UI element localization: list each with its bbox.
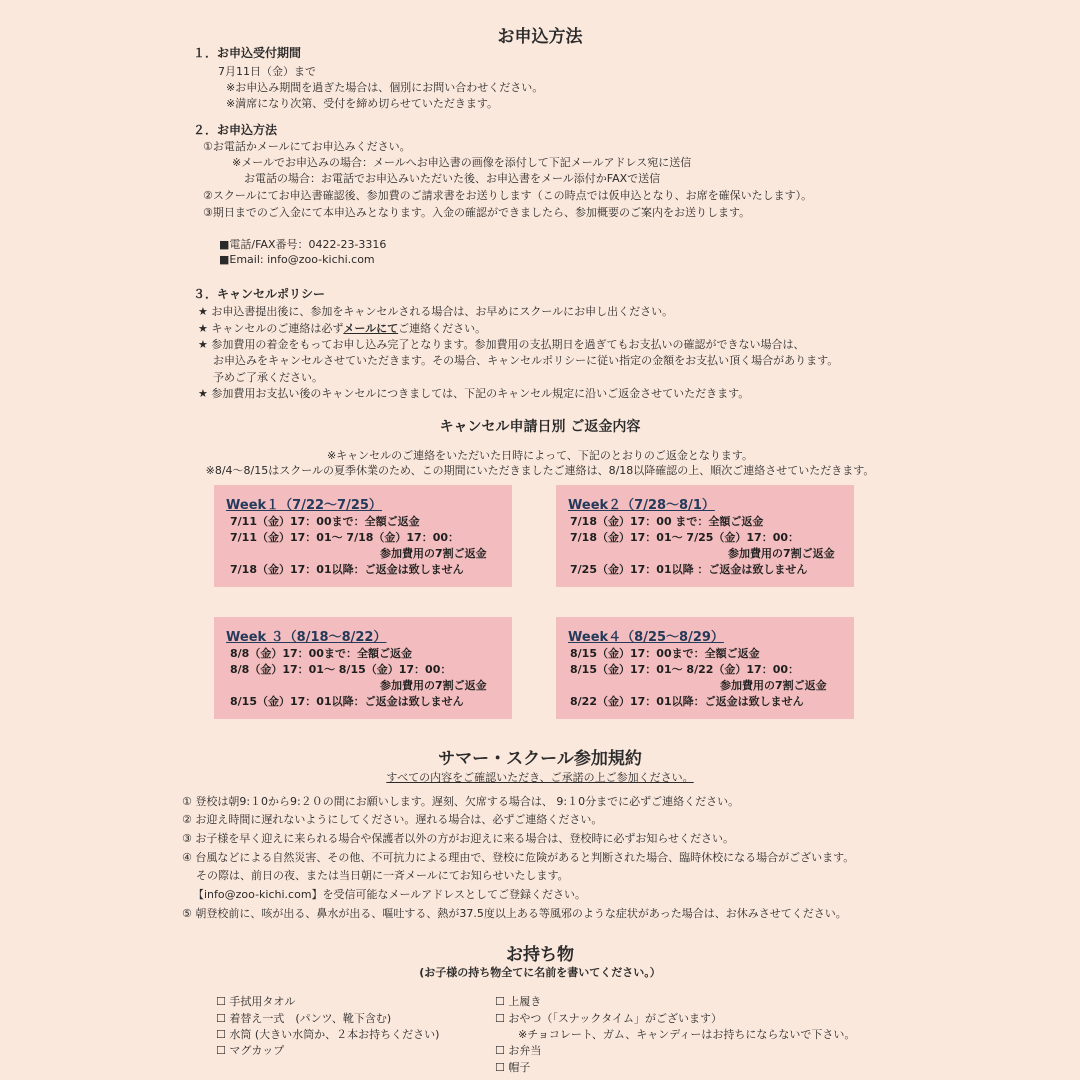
rule-1: ① 登校は朝9:１0から9:２０の間にお願いします。遅刻、欠席する場合は、 9:１0分までに必ずご連絡ください。 xyxy=(182,795,740,808)
rules-subtitle: すべての内容をご確認いただき、ご承諾の上ご参加ください。 xyxy=(386,771,694,784)
item-indoor-shoes: ☐ 上履き xyxy=(495,995,542,1008)
item-mug: ☐ マグカップ xyxy=(216,1044,285,1057)
week-2-partial-refund: 参加費用の7割ご返金 xyxy=(728,547,835,560)
application-title: お申込方法 xyxy=(497,27,583,47)
application-deadline: 7月11日（金）まで xyxy=(218,65,316,78)
week-3-full-refund: 8/8（金）17：00まで：全額ご返金 xyxy=(230,647,412,660)
week-4-card xyxy=(556,617,854,719)
cancel-policy-heading: ３．キャンセルポリシー xyxy=(193,287,326,301)
cancel-by-email-emphasis: メールにて xyxy=(343,322,399,335)
cancel-policy-line-2-a: ★ キャンセルのご連絡は必ず xyxy=(198,322,344,335)
item-towel: ☐ 手拭用タオル xyxy=(216,995,296,1008)
refund-title: キャンセル申請日別 ご返金内容 xyxy=(439,419,641,435)
cancel-policy-line-4: お申込みをキャンセルさせていただきます。その場合、キャンセルポリシーに従い指定の金額をお支払い頂く場合があります。 xyxy=(213,354,839,367)
items-title: お持ち物 xyxy=(506,945,574,965)
week-1-card xyxy=(214,485,512,587)
week-4-partial-window: 8/15（金）17：01〜 8/22（金）17：00： xyxy=(570,663,800,676)
week-1-full-refund: 7/11（金）17：00まで：全額ご返金 xyxy=(230,515,420,528)
item-snack-note: ※チョコレート、ガム、キャンディーはお持ちにならないで下さい。 xyxy=(518,1028,856,1041)
refund-note-2: ※8/4〜8/15はスクールの夏季休業のため、この期間にいただきましたご連絡は、8/18以降確認の上、順次ご連絡させていただきます。 xyxy=(205,464,875,477)
week-1-partial-refund: 参加費用の7割ご返金 xyxy=(380,547,487,560)
week-1-no-refund: 7/18（金）17：01以降：ご返金は致しません xyxy=(230,563,464,576)
application-period-heading: １．お申込受付期間 xyxy=(193,46,302,60)
week-3-card xyxy=(214,617,512,719)
rules-title: サマー・スクール参加規約 xyxy=(438,749,642,769)
week-3-partial-refund: 参加費用の7割ご返金 xyxy=(380,679,487,692)
week-3-no-refund: 8/15（金）17：01以降：ご返金は致しません xyxy=(230,695,464,708)
week-4-full-refund: 8/15（金）17：00まで：全額ご返金 xyxy=(570,647,760,660)
rule-4: ④ 台風などによる自然災害、その他、不可抗力による理由で、登校に危険があると判断された場合、臨時休校になる場合がございます。 xyxy=(182,851,855,864)
week-2-card xyxy=(556,485,854,587)
cancel-policy-line-2 xyxy=(198,320,486,336)
item-hat: ☐ 帽子 xyxy=(495,1061,531,1074)
cancel-policy-line-2-b: ご連絡ください。 xyxy=(398,322,487,335)
week-2-partial-window: 7/18（金）17：01〜 7/25（金）17：00： xyxy=(570,531,800,544)
refund-note-1: ※キャンセルのご連絡をいただいた日時によって、下記のとおりのご返金となります。 xyxy=(326,449,754,462)
rule-4-cont-2: 【info@zoo-kichi.com】を受信可能なメールアドレスとしてご登録ください。 xyxy=(193,888,586,901)
week-3-partial-window: 8/8（金）17：01〜 8/15（金）17：00： xyxy=(230,663,452,676)
cancel-policy-line-5: 予めご了承ください。 xyxy=(213,371,323,384)
method-email-note: ※メールでお申込みの場合：メールへお申込書の画像を添付して下記メールアドレス宛に送信 xyxy=(232,156,692,169)
method-phone-note: お電話の場合：お電話でお申込みいただいた後、お申込書をメール添付かFAXで送信 xyxy=(244,172,661,185)
week-4-partial-refund: 参加費用の7割ご返金 xyxy=(720,679,827,692)
application-note-full: ※満席になり次第、受付を締め切らせていただきます。 xyxy=(226,97,499,110)
method-step-1: ①お電話かメールにてお申込みください。 xyxy=(203,140,411,153)
week-4-title: Week４（8/25〜8/29） xyxy=(568,630,724,645)
method-step-3: ③期日までのご入金にて本申込みとなります。入金の確認ができましたら、参加概要のご案内をお送りします。 xyxy=(203,206,751,219)
week-1-title: Week１（7/22〜7/25） xyxy=(226,498,382,513)
item-snack: ☐ おやつ（「スナックタイム」がございます） xyxy=(495,1012,722,1025)
application-note-late: ※お申込み期間を過ぎた場合は、個別にお問い合わせください。 xyxy=(226,81,544,94)
item-water-bottle: ☐ 水筒 (大きい水筒か、２本お持ちください) xyxy=(216,1028,440,1041)
items-subtitle: (お子様の持ち物全てに名前を書いてください。） xyxy=(419,966,661,979)
application-method-heading: ２．お申込方法 xyxy=(193,123,278,137)
week-2-full-refund: 7/18（金）17：00 まで：全額ご返金 xyxy=(570,515,764,528)
week-4-no-refund: 8/22（金）17：01以降：ご返金は致しません xyxy=(570,695,804,708)
cancel-policy-line-1: ★ お申込書提出後に、参加をキャンセルされる場合は、お早めにスクールにお申し出ください。 xyxy=(198,305,674,318)
cancel-policy-line-3: ★ 参加費用の着金をもってお申し込み完了となります。参加費用の支払期日を過ぎてもお支払いの確認ができない場合は、 xyxy=(198,338,805,351)
rule-4-cont-1: その際は、前日の夜、または当日朝に一斉メールにてお知らせいたします。 xyxy=(196,869,569,882)
method-step-2: ②スクールにてお申込書確認後、参加費のご請求書をお送りします（この時点では仮申込となり、お席を確保いたします）。 xyxy=(203,189,813,202)
rule-2: ② お迎え時間に遅れないようにしてください。遅れる場合は、必ずご連絡ください。 xyxy=(182,813,603,826)
item-change-of-clothes: ☐ 着替え一式 (パンツ、靴下含む) xyxy=(216,1012,392,1025)
week-1-partial-window: 7/11（金）17：01〜 7/18（金）17：00： xyxy=(230,531,460,544)
week-2-title: Week２（7/28〜8/1） xyxy=(568,498,715,513)
week-2-no-refund: 7/25（金）17：01以降 ：ご返金は致しません xyxy=(570,563,808,576)
contact-phone: ■電話/FAX番号：0422-23-3316 xyxy=(219,238,387,251)
week-3-title: Week ３（8/18〜8/22） xyxy=(226,630,387,645)
item-lunch: ☐ お弁当 xyxy=(495,1044,542,1057)
cancel-policy-line-6: ★ 参加費用お支払い後のキャンセルにつきましては、下記のキャンセル規定に沿いご返金させていただきます。 xyxy=(198,387,750,400)
rule-3: ③ お子様を早く迎えに来られる場合や保護者以外の方がお迎えに来る場合は、登校時に必ずお知らせください。 xyxy=(182,832,735,845)
rule-5: ⑤ 朝登校前に、咳が出る、鼻水が出る、嘔吐する、熱が37.5度以上ある等風邪のような症状があった場合は、お休みさせてください。 xyxy=(182,907,847,920)
contact-email: ■Email: info@zoo-kichi.com xyxy=(219,253,375,266)
